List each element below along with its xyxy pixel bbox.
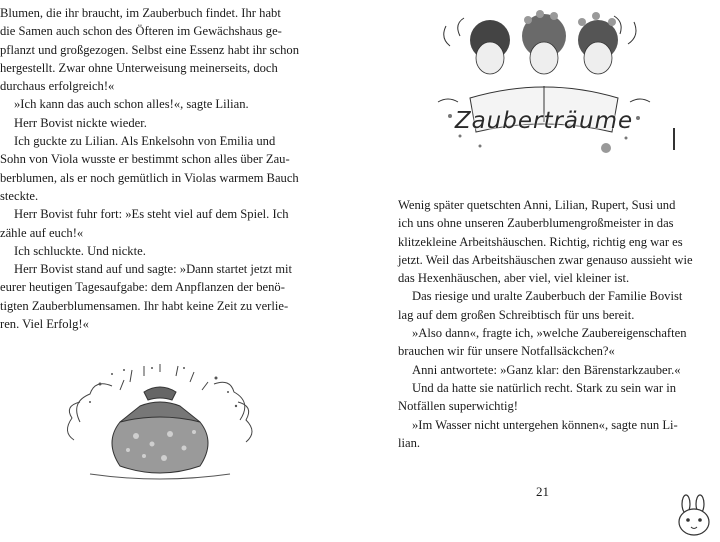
text-line: durchaus erfolgreich!« (0, 79, 115, 94)
text-line: das Hexenhäuschen, aber viel, viel kleiner ist. (398, 271, 630, 286)
left-page-text (0, 4, 304, 333)
decorative-mark (670, 126, 684, 152)
text-line: pflanzt und großgezogen. Selbst eine Essenz habt ihr schon (0, 42, 300, 57)
text-line: hergestellt. Zwar ohne Unterweisung meinerseits, doch (0, 60, 278, 75)
text-line: zähle auf euch!« (0, 225, 84, 240)
text-line: »Ich kann das auch schon alles!«, sagte Lilian. (14, 97, 249, 112)
text-line: Blumen, die ihr braucht, im Zauberbuch findet. Ihr habt (0, 6, 281, 20)
text-line: ren. Viel Erfolg!« (0, 317, 89, 332)
magic-pot-illustration (60, 362, 260, 484)
text-line: »Also dann«, fragte ich, »welche Zaubereigenschaften (412, 326, 687, 341)
text-line: Wenig später quetschten Anni, Lilian, Rupert, Susi und (398, 198, 676, 212)
text-line: brauchen wir für unsere Notfallsäckchen?« (398, 344, 615, 359)
text-line: Ich schluckte. Und nickte. (14, 243, 146, 258)
text-line: Sohn von Viola wusste er bestimmt schon alles über Zau- (0, 152, 290, 167)
page-number: 21 (536, 484, 549, 499)
text-line: »Im Wasser nicht untergehen können«, sagte nun Li- (412, 417, 678, 432)
right-page (360, 0, 720, 542)
text-line: lian. (398, 435, 421, 450)
text-line: klitzekleine Arbeitshäuschen. Richtig, richtig eng war es (398, 234, 683, 249)
text-line: Notfällen superwichtig! (398, 399, 518, 414)
text-line: Herr Bovist stand auf und sagte: »Dann startet jetzt mit (14, 262, 293, 277)
text-line: ich uns ohne unseren Zauberblumengroßmeister in das (398, 216, 674, 231)
text-line: lag auf dem großen Schreibtisch für uns bereit. (398, 307, 635, 322)
text-line: berblumen, als er noch gemütlich in Violas warmem Bauch (0, 170, 299, 185)
text-line: Anni antwortete: »Ganz klar: den Bärenstarkzauber.« (412, 362, 681, 377)
text-line: die Samen auch schon des Öfteren im Gewächshaus ge- (0, 24, 282, 39)
text-line: jetzt. Weil das Arbeitshäuschen zwar genauso aussieht wie (398, 252, 693, 267)
text-line: eurer heutigen Tagesaufgabe: dem Anpflanzen der benö- (0, 280, 285, 295)
chapter-title: Zauberträume (454, 108, 634, 134)
text-line: Herr Bovist fuhr fort: »Es steht viel auf dem Spiel. Ich (14, 207, 289, 222)
text-line: steckte. (0, 188, 39, 203)
text-line: Herr Bovist nickte wieder. (14, 115, 147, 130)
text-line: tigten Zauberblumensamen. Ihr habt keine Zeit zu verlie- (0, 298, 289, 313)
right-page-text (398, 196, 705, 452)
text-line: Das riesige und uralte Zauberbuch der Familie Bovist (412, 289, 683, 304)
text-line: Und da hatte sie natürlich recht. Stark zu sein war in (412, 380, 677, 395)
text-line: Ich guckte zu Lilian. Als Enkelsohn von Emilia und (14, 134, 276, 149)
bunny-icon (674, 494, 714, 538)
